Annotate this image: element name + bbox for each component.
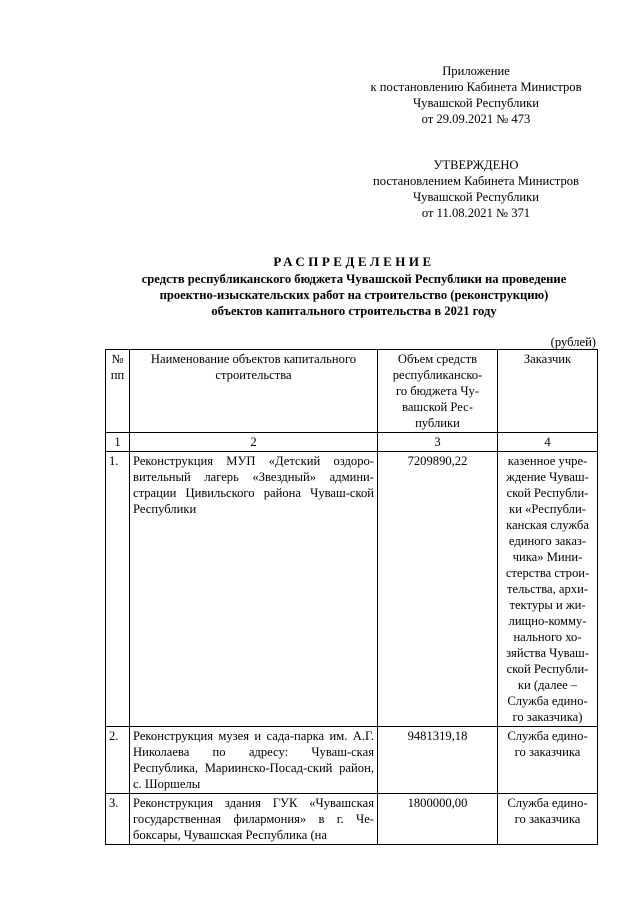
- row-number: 2.: [106, 727, 130, 794]
- appendix-line: от 29.09.2021 № 473: [421, 112, 531, 126]
- appendix-line: к постановлению Кабинета Министров: [370, 80, 582, 94]
- object-name: Реконструкция здания ГУК «Чувашская государственная филармония» в г. Че-боксары, Чувашская Республика (на: [130, 794, 378, 845]
- document-title: [110, 254, 598, 319]
- appendix-line: Приложение: [442, 64, 510, 78]
- approval-line: УТВЕРЖДЕНО: [433, 158, 519, 172]
- amount-value: 1800000,00: [378, 794, 498, 845]
- column-number-row: [106, 433, 598, 452]
- amount-value: 7209890,22: [378, 452, 498, 727]
- distribution-table: [105, 349, 598, 845]
- row-number: 1.: [106, 452, 130, 727]
- customer-name: Служба едино- го заказчика: [498, 794, 598, 845]
- column-number: 4: [498, 433, 598, 452]
- column-number: 3: [378, 433, 498, 452]
- approval-line: постановлением Кабинета Министров: [373, 174, 579, 188]
- table-row: [106, 452, 598, 727]
- object-name: Реконструкция МУП «Детский оздоро-вительный лагерь «Звездный» админи-страции Цивильского района Чуваш-ской Республики: [130, 452, 378, 727]
- title-line: объектов капитального строительства в 2021 году: [211, 304, 497, 318]
- header-customer: Заказчик: [498, 350, 598, 433]
- customer-name: казенное учре- ждение Чуваш- ской Республи- ки «Республи- канская служба единого заказ- чика» Мини- стерства строи- тельства, архи- тектуры и жи- лищно-комму- нального хо- зяйства Чуваш- ской Республи- ки (далее – Служба едино- го заказчика): [498, 452, 598, 727]
- amount-value: 9481319,18: [378, 727, 498, 794]
- title-line: средств республиканского бюджета Чувашской Республики на проведение: [141, 272, 567, 286]
- approval-line: Чувашской Республики: [413, 190, 539, 204]
- approval-line: от 11.08.2021 № 371: [421, 206, 531, 220]
- title-line: проектно-изыскательских работ на строительство (реконструкцию): [159, 288, 549, 302]
- approval-block: [352, 157, 600, 221]
- row-number: 3.: [106, 794, 130, 845]
- table-header-row: [106, 350, 598, 433]
- customer-name: Служба едино- го заказчика: [498, 727, 598, 794]
- column-number: 2: [130, 433, 378, 452]
- header-number: № пп: [106, 350, 130, 433]
- appendix-line: Чувашской Республики: [413, 96, 539, 110]
- header-object-name: Наименование объектов капитального строительства: [130, 350, 378, 433]
- table-row: [106, 794, 598, 845]
- appendix-block: [352, 63, 600, 127]
- header-amount: Объем средств республиканско- го бюджета Чу- вашской Рес- публики: [378, 350, 498, 433]
- column-number: 1: [106, 433, 130, 452]
- table-row: [106, 727, 598, 794]
- object-name: Реконструкция музея и сада-парка им. А.Г. Николаева по адресу: Чуваш-ская Республика, Мариинско-Посад-ский район, с. Шоршелы: [130, 727, 378, 794]
- currency-note: (рублей): [550, 335, 596, 349]
- title-heading: РАСПРЕДЕЛЕНИЕ: [273, 254, 435, 269]
